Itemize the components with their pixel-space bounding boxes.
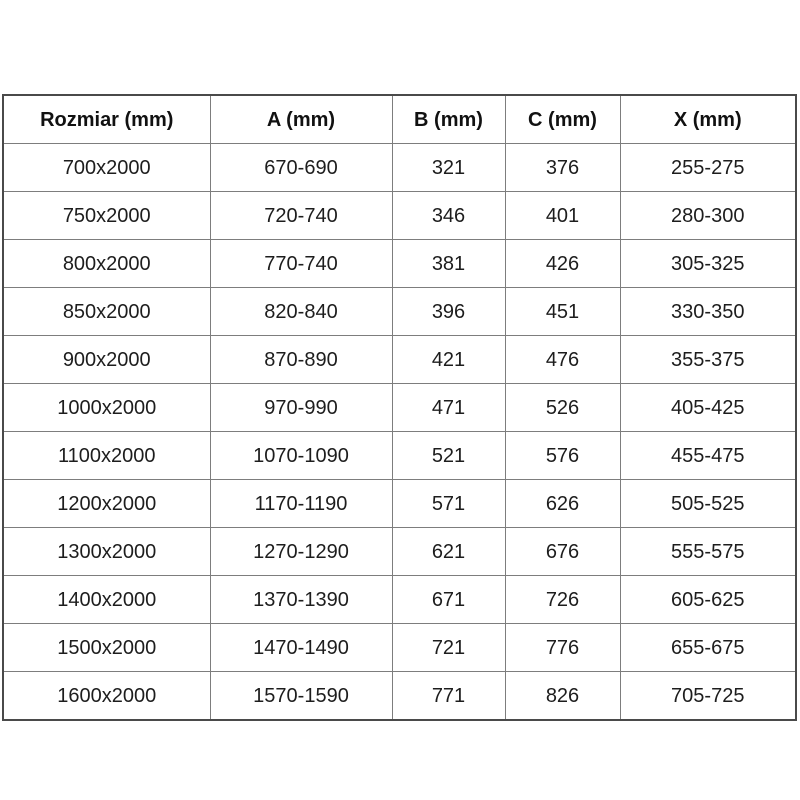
table-cell: 720-740 [210,192,392,240]
table-cell: 655-675 [620,624,796,672]
table-row [3,144,796,192]
table-cell: 705-725 [620,672,796,721]
table-cell: 626 [505,480,620,528]
table-cell: 576 [505,432,620,480]
table-row [3,480,796,528]
table-row [3,576,796,624]
table-cell: 1170-1190 [210,480,392,528]
table-cell: 1570-1590 [210,672,392,721]
table-cell: 396 [392,288,505,336]
table-cell: 826 [505,672,620,721]
table-row [3,624,796,672]
table-header-row [3,95,796,144]
table-cell: 255-275 [620,144,796,192]
table-cell: 850x2000 [3,288,210,336]
table-cell: 471 [392,384,505,432]
column-header: B (mm) [392,95,505,144]
table-cell: 330-350 [620,288,796,336]
table-cell: 1100x2000 [3,432,210,480]
table-cell: 355-375 [620,336,796,384]
table-cell: 676 [505,528,620,576]
table-cell: 1400x2000 [3,576,210,624]
table-cell: 455-475 [620,432,796,480]
table-cell: 1070-1090 [210,432,392,480]
table-cell: 401 [505,192,620,240]
table-row [3,288,796,336]
table-cell: 376 [505,144,620,192]
table-cell: 405-425 [620,384,796,432]
table-cell: 1500x2000 [3,624,210,672]
column-header: Rozmiar (mm) [3,95,210,144]
table-cell: 321 [392,144,505,192]
table-cell: 770-740 [210,240,392,288]
table-head [3,95,796,144]
table-cell: 280-300 [620,192,796,240]
column-header: C (mm) [505,95,620,144]
table-cell: 776 [505,624,620,672]
table-cell: 1470-1490 [210,624,392,672]
table-cell: 820-840 [210,288,392,336]
table-cell: 1270-1290 [210,528,392,576]
table-cell: 605-625 [620,576,796,624]
table-cell: 870-890 [210,336,392,384]
table-cell: 970-990 [210,384,392,432]
table-cell: 426 [505,240,620,288]
table-cell: 670-690 [210,144,392,192]
table-row [3,240,796,288]
table-cell: 771 [392,672,505,721]
table-row [3,336,796,384]
column-header: X (mm) [620,95,796,144]
table-cell: 476 [505,336,620,384]
table-row [3,432,796,480]
table-cell: 505-525 [620,480,796,528]
table-cell: 526 [505,384,620,432]
table-cell: 1000x2000 [3,384,210,432]
table-cell: 555-575 [620,528,796,576]
table-row [3,672,796,721]
table-cell: 726 [505,576,620,624]
column-header: A (mm) [210,95,392,144]
table-cell: 671 [392,576,505,624]
table-cell: 1370-1390 [210,576,392,624]
table-cell: 700x2000 [3,144,210,192]
table-cell: 721 [392,624,505,672]
table-cell: 305-325 [620,240,796,288]
table-cell: 621 [392,528,505,576]
table-row [3,384,796,432]
table-body [3,144,796,721]
table-cell: 421 [392,336,505,384]
table-cell: 900x2000 [3,336,210,384]
table-cell: 571 [392,480,505,528]
table-cell: 1200x2000 [3,480,210,528]
table-row [3,192,796,240]
table-cell: 1600x2000 [3,672,210,721]
table-cell: 800x2000 [3,240,210,288]
table-cell: 451 [505,288,620,336]
table-cell: 750x2000 [3,192,210,240]
table-cell: 1300x2000 [3,528,210,576]
table-row [3,528,796,576]
table-cell: 381 [392,240,505,288]
table-cell: 346 [392,192,505,240]
size-table [2,94,797,721]
table-cell: 521 [392,432,505,480]
